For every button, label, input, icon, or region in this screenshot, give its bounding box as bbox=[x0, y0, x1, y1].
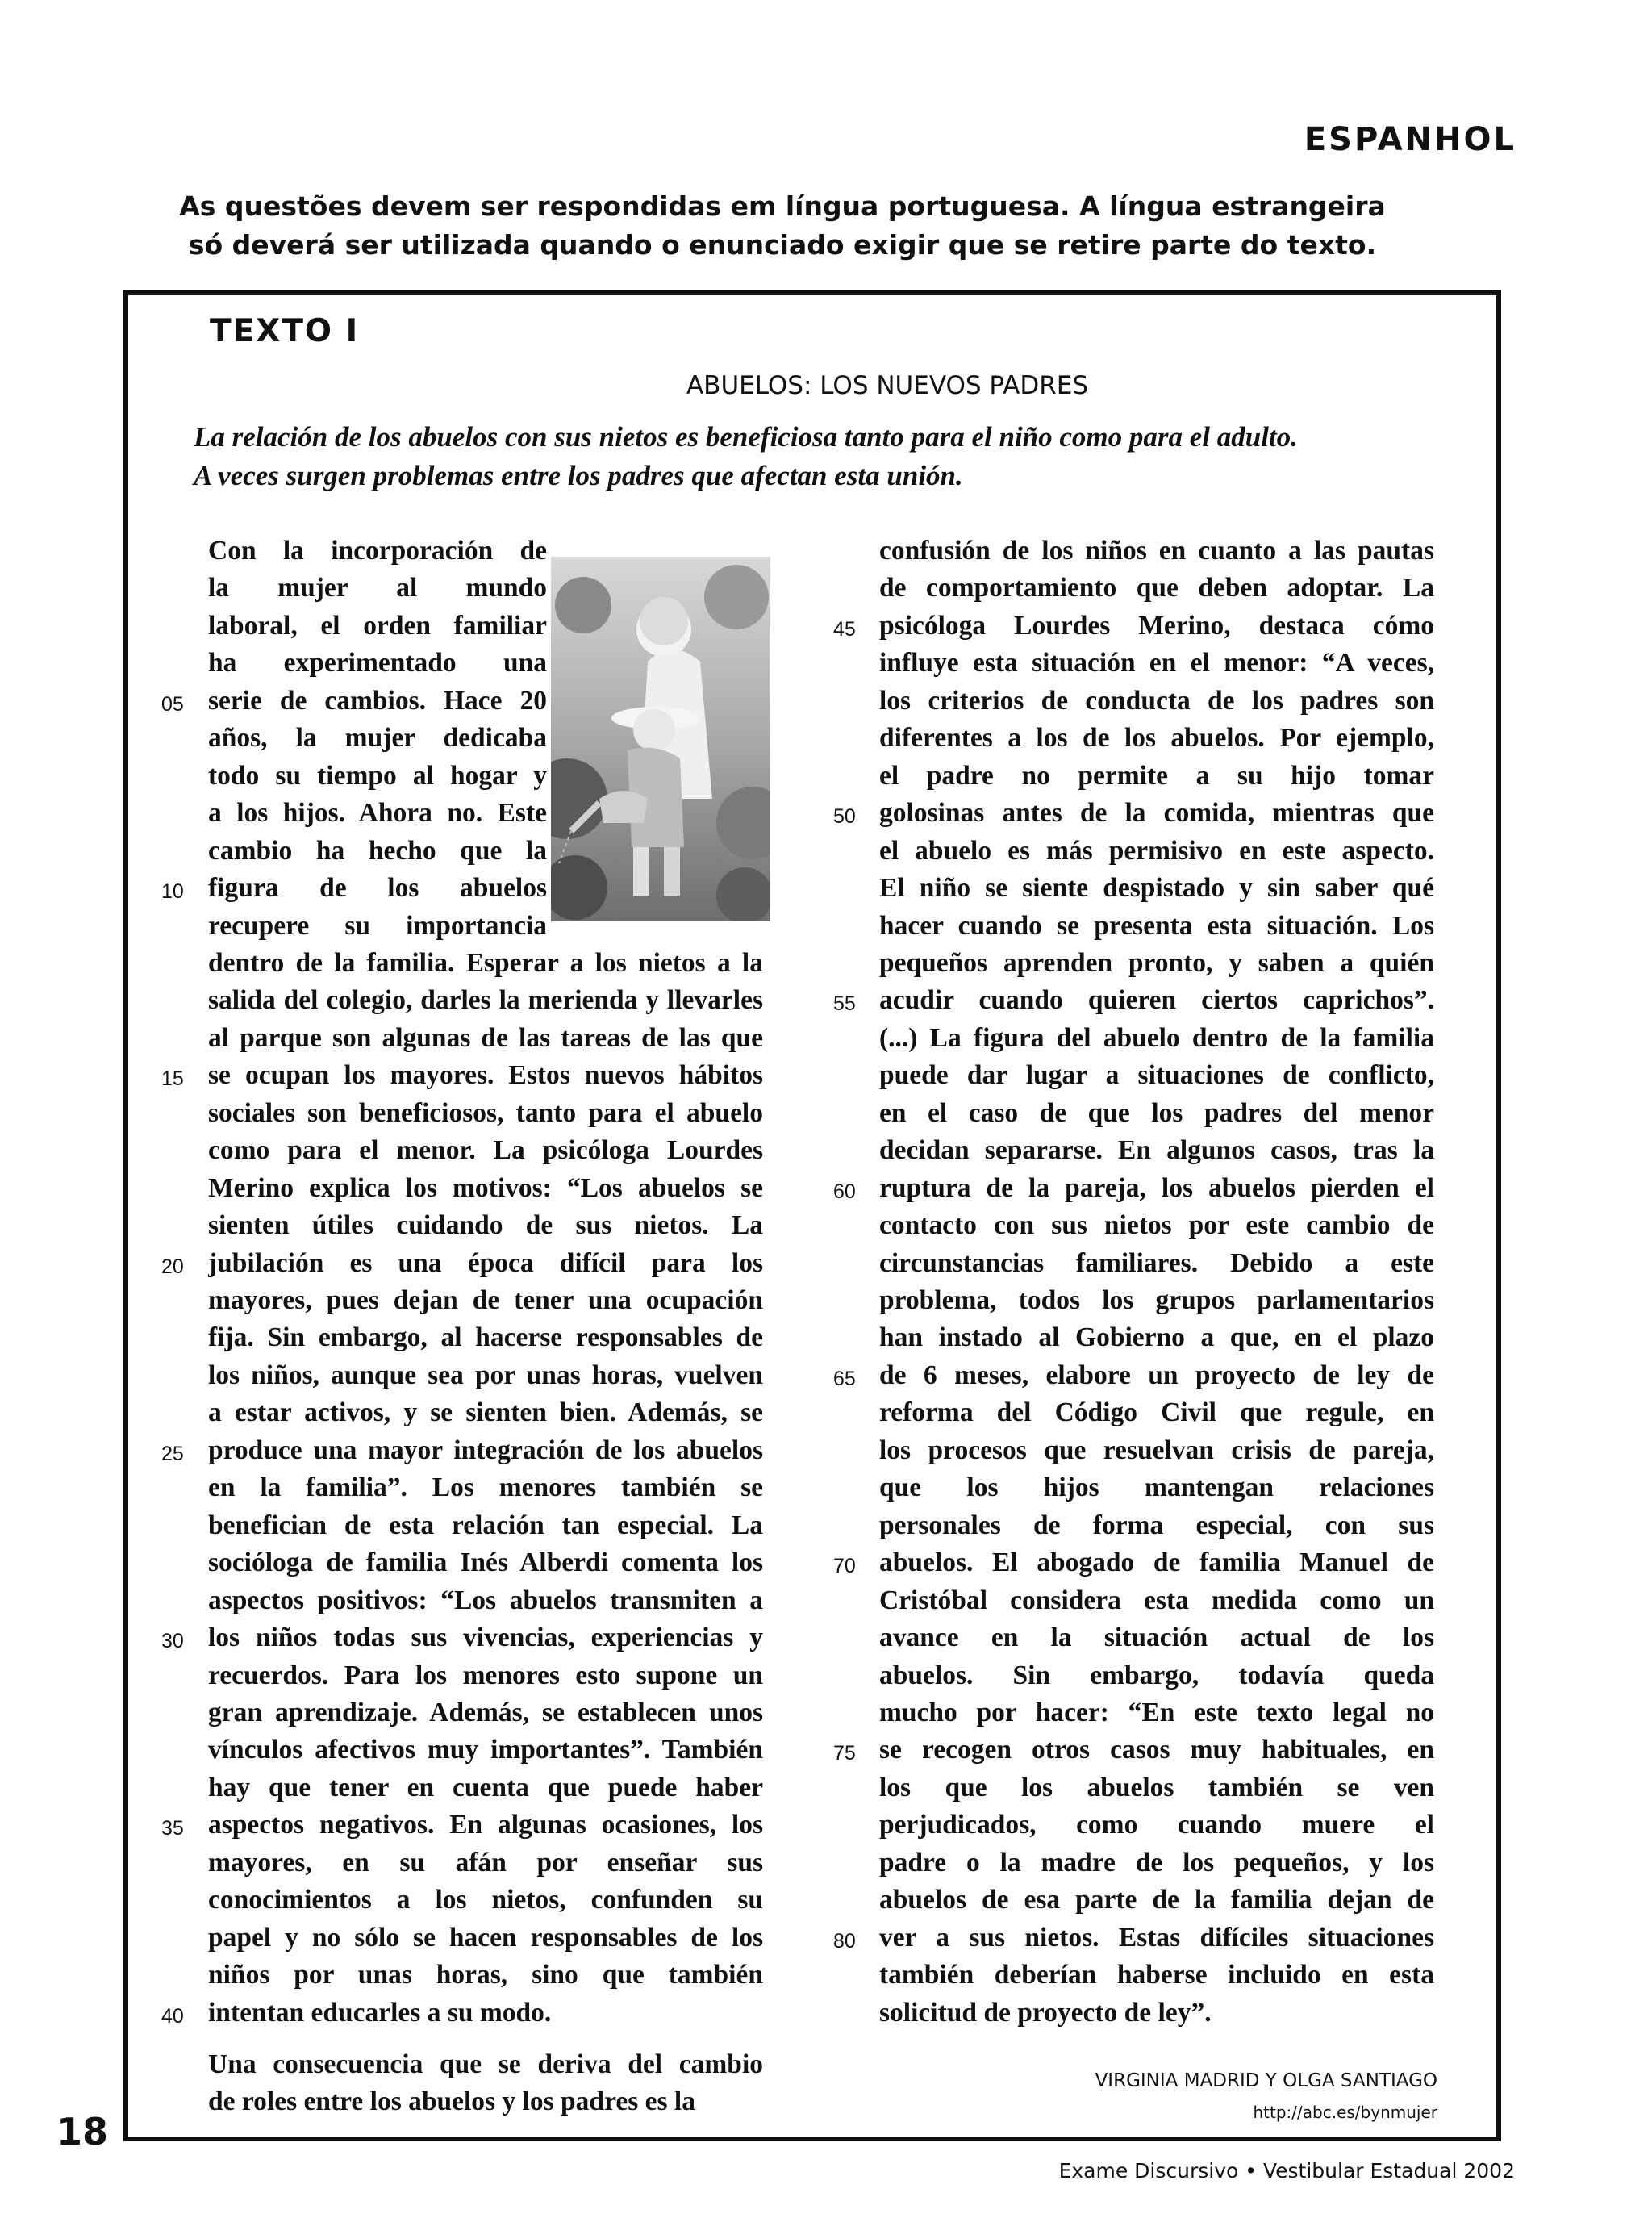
text-line: años, la mujer dedicaba bbox=[208, 723, 547, 754]
text-line: mucho por hacer: “En este texto legal no bbox=[879, 1697, 1434, 1727]
text-line: aspectos positivos: “Los abuelos transmiten a bbox=[208, 1585, 763, 1615]
text-line: como para el menor. La psicóloga Lourdes bbox=[208, 1135, 763, 1166]
text-line: todo su tiempo al hogar y bbox=[208, 760, 547, 791]
text-line: reforma del Código Civil que regule, en bbox=[879, 1397, 1434, 1428]
text-line: figura de los abuelos bbox=[208, 873, 547, 904]
line-number: 75 bbox=[833, 1742, 856, 1765]
text-line: sociales son beneficiosos, tanto para el abuelo bbox=[208, 1097, 763, 1128]
text-line: en la familia”. Los menores también se bbox=[208, 1472, 763, 1503]
text-line: Cristóbal considera esta medida como un bbox=[879, 1585, 1434, 1615]
text-line: abuelos. Sin embargo, todavía queda bbox=[879, 1660, 1434, 1690]
line-number: 20 bbox=[161, 1255, 184, 1278]
line-number: 70 bbox=[833, 1555, 856, 1578]
line-number: 25 bbox=[161, 1442, 184, 1465]
text-line: intentan educarles a su modo. bbox=[208, 1997, 552, 2028]
text-line: abuelos. El abogado de familia Manuel de bbox=[879, 1548, 1434, 1578]
article-title: ABUELOS: LOS NUEVOS PADRES bbox=[686, 371, 1089, 400]
text-line: confusión de los niños en cuanto a las pautas bbox=[879, 536, 1434, 566]
text-line: también deberían haberse incluido en esta bbox=[879, 1960, 1434, 1990]
text-line: los que los abuelos también se ven bbox=[879, 1772, 1434, 1802]
text-line: laboral, el orden familiar bbox=[208, 610, 547, 641]
text-line: los niños, aunque sea por unas horas, vuelven bbox=[208, 1360, 763, 1390]
text-line: El niño se siente despistado y sin saber qué bbox=[879, 873, 1434, 904]
footer: Exame Discursivo • Vestibular Estadual 2002 bbox=[1058, 2159, 1515, 2182]
text-line: mayores, en su afán por enseñar sus bbox=[208, 1847, 763, 1878]
text-line: socióloga de familia Inés Alberdi comenta los bbox=[208, 1548, 763, 1578]
text-line: aspectos negativos. En algunas ocasiones, los bbox=[208, 1810, 763, 1840]
text-line: en el caso de que los padres del menor bbox=[879, 1097, 1434, 1128]
text-line: ver a sus nietos. Estas difíciles situaciones bbox=[879, 1922, 1434, 1953]
subject-heading: ESPANHOL bbox=[1304, 121, 1516, 158]
text-line: recupere su importancia bbox=[208, 910, 547, 941]
line-number: 80 bbox=[833, 1929, 856, 1953]
source-url: http://abc.es/bynmujer bbox=[1253, 2103, 1437, 2122]
text-line: circunstancias familiares. Debido a este bbox=[879, 1247, 1434, 1278]
text-line: avance en la situación actual de los bbox=[879, 1623, 1434, 1653]
text-line: influye esta situación en el menor: “A veces, bbox=[879, 648, 1434, 679]
text-line: al parque son algunas de las tareas de las que bbox=[208, 1022, 763, 1053]
text-line: niños por unas horas, sino que también bbox=[208, 1960, 763, 1990]
line-number: 50 bbox=[833, 805, 856, 829]
text-line: personales de forma especial, con sus bbox=[879, 1510, 1434, 1540]
line-number: 30 bbox=[161, 1630, 184, 1653]
text-line: los niños todas sus vivencias, experiencias y bbox=[208, 1623, 763, 1653]
text-line: serie de cambios. Hace 20 bbox=[208, 685, 547, 716]
text-line: el abuelo es más permisivo en este aspecto. bbox=[879, 835, 1434, 866]
author: VIRGINIA MADRID Y OLGA SANTIAGO bbox=[1095, 2070, 1437, 2091]
line-number: 55 bbox=[833, 992, 856, 1016]
text-line: conocimientos a los nietos, confunden su bbox=[208, 1885, 763, 1915]
page-number: 18 bbox=[56, 2110, 109, 2153]
instructions-line: As questões devem ser respondidas em língua portuguesa. A língua estrangeira bbox=[179, 190, 1386, 222]
text-line: acudir cuando quieren ciertos caprichos”. bbox=[879, 985, 1434, 1016]
line-number: 10 bbox=[161, 880, 184, 904]
text-line: que los hijos mantengan relaciones bbox=[879, 1472, 1434, 1503]
text-line: fija. Sin embargo, al hacerse responsables de bbox=[208, 1322, 763, 1353]
text-line: salida del colegio, darles la merienda y llevarles bbox=[208, 985, 763, 1016]
line-number: 35 bbox=[161, 1817, 184, 1840]
line-number: 15 bbox=[161, 1067, 184, 1091]
text-line: sienten útiles cuidando de sus nietos. La bbox=[208, 1210, 763, 1241]
text-line: psicóloga Lourdes Merino, destaca cómo bbox=[879, 610, 1434, 641]
text-line: contacto con sus nietos por este cambio de bbox=[879, 1210, 1434, 1241]
text-line: la mujer al mundo bbox=[208, 573, 547, 604]
text-line: solicitud de proyecto de ley”. bbox=[879, 1997, 1212, 2028]
text-line: decidan separarse. En algunos casos, tras la bbox=[879, 1135, 1434, 1166]
text-line: vínculos afectivos muy importantes”. También bbox=[208, 1735, 763, 1765]
text-line: recuerdos. Para los menores esto supone un bbox=[208, 1660, 763, 1690]
text-line: gran aprendizaje. Además, se establecen unos bbox=[208, 1697, 763, 1727]
text-line: de comportamiento que deben adoptar. La bbox=[879, 573, 1434, 604]
text-line: golosinas antes de la comida, mientras que bbox=[879, 798, 1434, 829]
line-number: 45 bbox=[833, 617, 856, 641]
text-line: los procesos que resuelvan crisis de pareja, bbox=[879, 1435, 1434, 1465]
lead-line: La relación de los abuelos con sus nietos es beneficiosa tanto para el niño como para el adulto. bbox=[194, 421, 1298, 453]
text-line: dentro de la familia. Esperar a los nietos a la bbox=[208, 947, 763, 978]
text-line: se recogen otros casos muy habituales, en bbox=[879, 1735, 1434, 1765]
text-line: problema, todos los grupos parlamentarios bbox=[879, 1285, 1434, 1315]
text-line: puede dar lugar a situaciones de conflicto, bbox=[879, 1060, 1434, 1091]
text-line: mayores, pues dejan de tener una ocupación bbox=[208, 1285, 763, 1315]
text-label: TEXTO I bbox=[210, 313, 360, 349]
text-line: ha experimentado una bbox=[208, 648, 547, 679]
grandmother-child-photo-icon bbox=[551, 557, 770, 921]
line-number: 05 bbox=[161, 692, 184, 716]
text-line: a los hijos. Ahora no. Este bbox=[208, 798, 547, 829]
text-line: jubilación es una época difícil para los bbox=[208, 1247, 763, 1278]
text-line: cambio ha hecho que la bbox=[208, 835, 547, 866]
instructions bbox=[121, 187, 1444, 265]
text-line: se ocupan los mayores. Estos nuevos hábitos bbox=[208, 1060, 763, 1091]
text-line: diferentes a los de los abuelos. Por ejemplo, bbox=[879, 723, 1434, 754]
text-line: produce una mayor integración de los abuelos bbox=[208, 1435, 763, 1465]
text-line: de roles entre los abuelos y los padres es la bbox=[208, 2086, 695, 2117]
text-line: perjudicados, como cuando muere el bbox=[879, 1810, 1434, 1840]
line-number: 40 bbox=[161, 2004, 184, 2028]
text-line: el padre no permite a su hijo tomar bbox=[879, 760, 1434, 791]
text-line: a estar activos, y se sienten bien. Además, se bbox=[208, 1397, 763, 1428]
line-number: 65 bbox=[833, 1367, 856, 1390]
text-line: hay que tener en cuenta que puede haber bbox=[208, 1772, 763, 1802]
text-line: Merino explica los motivos: “Los abuelos se bbox=[208, 1172, 763, 1203]
text-line: papel y no sólo se hacen responsables de los bbox=[208, 1922, 763, 1953]
text-line: padre o la madre de los pequeños, y los bbox=[879, 1847, 1434, 1878]
line-number: 60 bbox=[833, 1180, 856, 1203]
text-line: ruptura de la pareja, los abuelos pierden el bbox=[879, 1172, 1434, 1203]
text-line: benefician de esta relación tan especial. La bbox=[208, 1510, 763, 1540]
text-line: (...) La figura del abuelo dentro de la familia bbox=[879, 1022, 1434, 1053]
text-line: los criterios de conducta de los padres son bbox=[879, 685, 1434, 716]
text-line: abuelos de esa parte de la familia dejan de bbox=[879, 1885, 1434, 1915]
text-line: Una consecuencia que se deriva del cambio bbox=[208, 2049, 763, 2079]
text-line: hacer cuando se presenta esta situación. Los bbox=[879, 910, 1434, 941]
instructions-line: só deverá ser utilizada quando o enunciado exigir que se retire parte do texto. bbox=[188, 229, 1377, 261]
article-lead bbox=[194, 418, 1452, 495]
text-line: pequeños aprenden pronto, y saben a quién bbox=[879, 947, 1434, 978]
lead-line: A veces surgen problemas entre los padres que afectan esta unión. bbox=[194, 460, 963, 491]
text-line: han instado al Gobierno a que, en el plazo bbox=[879, 1322, 1434, 1353]
text-line: Con la incorporación de bbox=[208, 536, 547, 566]
text-line: de 6 meses, elabore un proyecto de ley de bbox=[879, 1360, 1434, 1390]
